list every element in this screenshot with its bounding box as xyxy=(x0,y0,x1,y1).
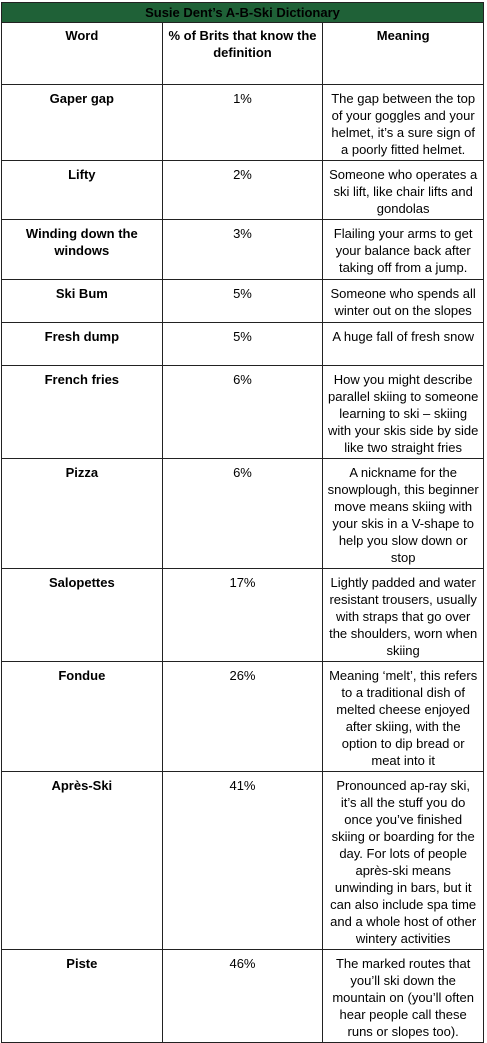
word-cell xyxy=(2,950,163,1043)
meaning-cell: Lightly padded and water resistant trousers, usually with straps that go over the shoulders, worn when skiing xyxy=(323,569,484,662)
percent-cell: 26% xyxy=(162,662,323,772)
word-text: Fresh dump xyxy=(44,329,120,344)
table-row xyxy=(2,220,484,280)
word-text: Gaper gap xyxy=(49,91,114,106)
table-row xyxy=(2,161,484,220)
word-cell xyxy=(2,220,163,280)
meaning-cell: Flailing your arms to get your balance back after taking off from a jump. xyxy=(323,220,484,280)
word-cell xyxy=(2,280,163,323)
word-cell xyxy=(2,772,163,950)
table-row xyxy=(2,772,484,950)
percent-cell: 3% xyxy=(162,220,323,280)
header-word: Word xyxy=(2,23,163,85)
meaning-cell: How you might describe parallel skiing to someone learning to ski – skiing with your skis side by side like two straight fries xyxy=(323,366,484,459)
word-text: Ski Bum xyxy=(55,286,108,301)
table-row xyxy=(2,569,484,662)
header-row xyxy=(2,23,484,85)
word-text: Piste xyxy=(66,956,98,971)
meaning-cell: Meaning ‘melt’, this refers to a traditional dish of melted cheese enjoyed after skiing, with the option to dip bread or meat into it xyxy=(323,662,484,772)
meaning-cell: A huge fall of fresh snow xyxy=(323,323,484,366)
word-cell xyxy=(2,85,163,161)
word-cell xyxy=(2,662,163,772)
percent-cell: 5% xyxy=(162,280,323,323)
percent-cell: 6% xyxy=(162,459,323,569)
percent-cell: 1% xyxy=(162,85,323,161)
table-row xyxy=(2,459,484,569)
word-text: Pizza xyxy=(65,465,99,480)
meaning-cell: Pronounced ap-ray ski, it’s all the stuff you do once you’ve finished skiing or boarding for the day. For lots of people après-ski means unwinding in bars, but it can also include spa time and a whole host of other wintery activities xyxy=(323,772,484,950)
word-text: Winding down the windows xyxy=(25,226,138,258)
table-row xyxy=(2,662,484,772)
header-meaning: Meaning xyxy=(323,23,484,85)
meaning-cell: A nickname for the snowplough, this beginner move means skiing with your skis in a V-shape to help you slow down or stop xyxy=(323,459,484,569)
percent-cell: 46% xyxy=(162,950,323,1043)
word-text: Fondue xyxy=(58,668,106,683)
word-text: Lifty xyxy=(68,167,96,182)
percent-cell: 5% xyxy=(162,323,323,366)
word-text: Après-Ski xyxy=(51,778,113,793)
table-title: Susie Dent’s A-B-Ski Dictionary xyxy=(2,3,484,23)
percent-cell: 2% xyxy=(162,161,323,220)
word-cell xyxy=(2,161,163,220)
header-percent: % of Brits that know the definition xyxy=(162,23,323,85)
percent-cell: 41% xyxy=(162,772,323,950)
table-row xyxy=(2,85,484,161)
word-cell xyxy=(2,459,163,569)
meaning-cell: Someone who operates a ski lift, like chair lifts and gondolas xyxy=(323,161,484,220)
word-text: Salopettes xyxy=(48,575,115,590)
meaning-cell: The marked routes that you’ll ski down the mountain on (you’ll often hear people call these runs or slopes too). xyxy=(323,950,484,1043)
table-row xyxy=(2,280,484,323)
table-row xyxy=(2,950,484,1043)
title-row xyxy=(2,3,484,23)
word-cell xyxy=(2,366,163,459)
word-cell xyxy=(2,569,163,662)
meaning-cell: Someone who spends all winter out on the slopes xyxy=(323,280,484,323)
percent-cell: 6% xyxy=(162,366,323,459)
word-cell xyxy=(2,323,163,366)
percent-cell: 17% xyxy=(162,569,323,662)
meaning-cell: The gap between the top of your goggles and your helmet, it’s a sure sign of a poorly fitted helmet. xyxy=(323,85,484,161)
word-text: French fries xyxy=(44,372,120,387)
ski-dictionary-table xyxy=(1,2,484,1043)
table-row xyxy=(2,366,484,459)
table-row xyxy=(2,323,484,366)
